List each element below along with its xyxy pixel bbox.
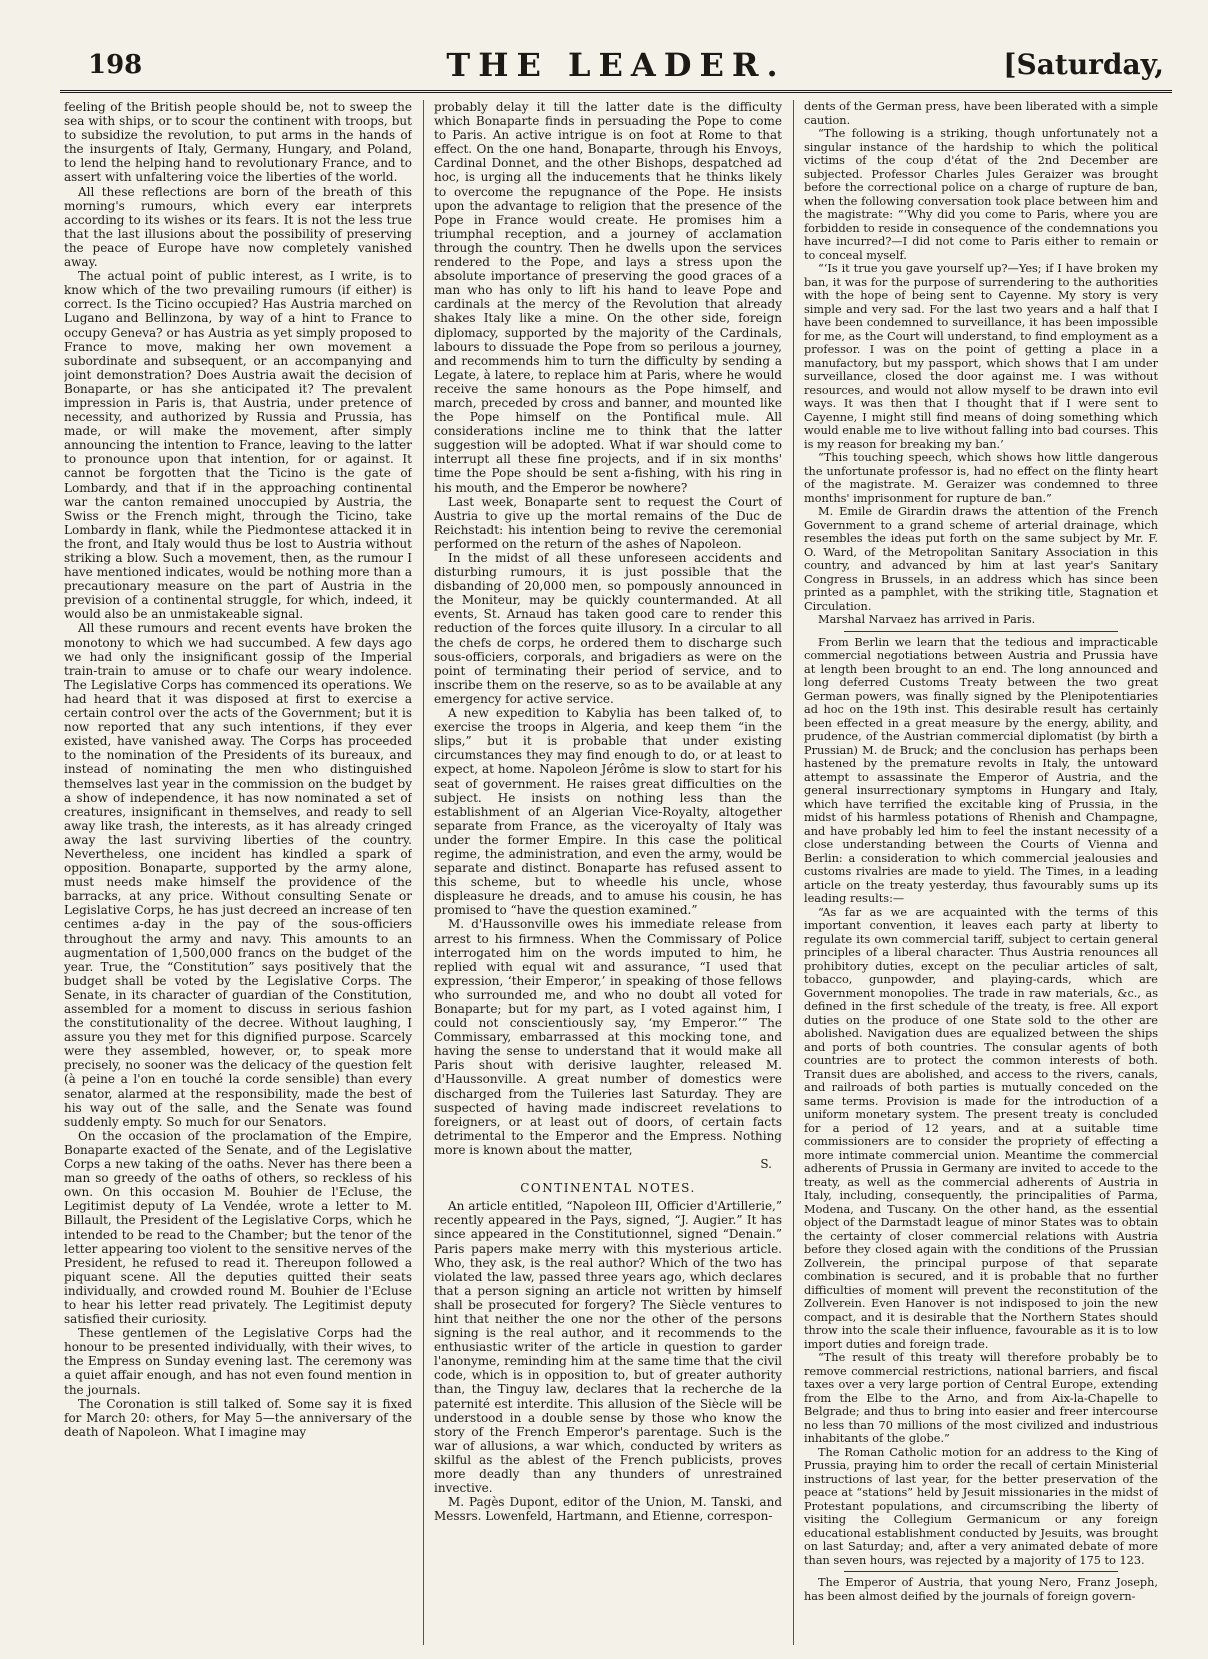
paragraph: All these reflections are born of the breath of this morning's rumours, which every ear interprets according to its wishes or its fears. It is not the less true that the last illusions about the possibility of preserving the peace of Europe have now completely vanished away. [64, 184, 412, 270]
masthead [60, 44, 1172, 93]
article-signature: S. [760, 1157, 772, 1172]
paragraph: The Emperor of Austria, that young Nero, Franz Joseph, has been almost deified by the journals of foreign govern- [804, 1576, 1158, 1603]
column-3 [804, 100, 1158, 1645]
paragraph: From Berlin we learn that the tedious and impracticable commercial negotiations between Austria and Prussia have at length been brought to an end. The long announced and long deferred Customs Treaty between the two great German powers, was finally signed by the Plenipotentiaries ad hoc on the 19th inst. This desirable result has certainly been effected in a great measure by the energy, ability, and prudence, of the Austrian commercial diplomatist (by birth a Prussian) M. de Bruck; and the conclusion has perhaps been hastened by the premature revolts in Italy, the untoward attempt to assassinate the Emperor of Austria, and the general insurrectionary symptoms in Hungary and Italy, which have terrified the excitable king of Prussia, in the midst of his harmless potations of Rhenish and Champagne, and have probably led him to feel the instant necessity of a close understanding between the Courts of Vienna and Berlin: a consideration to which commercial jealousies and customs rivalries are made to yield. The Times, in a leading article on the treaty yesterday, thus favourably sums up its leading results:— [804, 635, 1158, 905]
page-number: 198 [88, 50, 143, 80]
paragraph: M. Pagès Dupont, editor of the Union, M. Tanski, and Messrs. Lowenfeld, Hartmann, and Etienne, correspon- [434, 1495, 782, 1524]
paragraph: All these rumours and recent events have broken the monotony to which we had succumbed. A few days ago we had only the insignificant gossip of the Imperial train-train to amuse or to chafe our weary indolence. The Legislative Corps has commenced its operations. We had heard that it was disposed at first to exercise a certain control over the acts of the Government; but it is now reported that any such intentions, if they ever existed, have vanished away. The Corps has proceeded to the nomination of the Presidents of its bureaux, and instead of nominating the men who distinguished themselves last year in the commission on the budget by a show of independence, it has now nominated a set of creatures, insignificant in themselves, and ready to sell away like trash, the interests, as it has already cringed away the last surviving liberties of the country. Nevertheless, one incident has kindled a spark of opposition. Bonaparte, supported by the army alone, must needs make himself the providence of the barracks, at any price. Without consulting Senate or Legislative Corps, he has just decreed an increase of ten centimes a-day in the pay of the sous-officiers throughout the army and navy. This amounts to an augmentation of 1,500,000 francs on the budget of the year. True, the “Constitution” says positively that the budget shall be voted by the Legislative Corps. The Senate, in its character of guardian of the Constitution, assembled for a moment to discuss in serious fashion the constitutionality of the decree. Without laughing, I assure you they met for this dignified purpose. Scarcely were they assembled, however, or, to speak more precisely, no sooner was the delicacy of the question felt (à peine a l'on en touché la corde sensible) than every senator, alarmed at the responsibility, made the best of his way out of the salle, and the Senate was found suddenly empty. So much for our Senators. [64, 621, 412, 1129]
section-rule [844, 1571, 1118, 1572]
section-heading: CONTINENTAL NOTES. [520, 1181, 696, 1196]
newspaper-title: THE LEADER. [446, 46, 786, 84]
section-rule [844, 631, 1118, 632]
article-columns [64, 100, 1164, 1645]
paragraph: A new expedition to Kabylia has been talked of, to exercise the troops in Algeria, and keep them “in the slips,” but it is probable that under existing circumstances they may find enough to do, or at least to expect, at home. Napoleon Jérôme is slow to start for his seat of government. He raises great difficulties on the subject. He insists on nothing less than the establishment of an Algerian Vice-Royalty, altogether separate from France, as the viceroyalty of Italy was under the former Empire. In this case the political regime, the administration, and even the army, would be separate and distinct. Bonaparte has refused assent to this scheme, but to wheedle his uncle, whose displeasure he dreads, and to amuse his cousin, he has promised to “have the question examined.” [434, 706, 782, 918]
column-2 [434, 100, 782, 1645]
paragraph: “This touching speech, which shows how little dangerous the unfortunate professor is, had no effect on the flinty heart of the magistrate. M. Geraizer was condemned to three months' imprisonment for rupture de ban.” [804, 451, 1158, 505]
paragraph: “‘Is it true you gave yourself up?—Yes; if I have broken my ban, it was for the purpose of surrendering to the authorities with the hope of being sent to Cayenne. My story is very simple and very sad. For the last two years and a half that I have been condemned to surveillance, it has been impossible for me, as the Court will understand, to find employment as a professor. I was on the point of getting a place in a manufactory, but my passport, which shows that I am under surveillance, closed the door against me. I was without resources, and would not allow myself to be drawn into evil ways. It was then that I thought that if I were sent to Cayenne, I might still find means of doing something which would enable me to live without falling into bad courses. This is my reason for breaking my ban.’ [804, 262, 1158, 451]
paragraph: The actual point of public interest, as I write, is to know which of the two prevailing rumours (if either) is correct. Is the Ticino occupied? Has Austria marched on Lugano and Bellinzona, by way of a hint to France to occupy Geneva? or has Austria as yet simply proposed to France to move, making her own movement a subordinate and subsequent, or an accompanying and joint demonstration? Does Austria await the decision of Bonaparte, or has she anticipated it? The prevalent impression in Paris is, that Austria, under pretence of necessity, and authorized by Russia and Prussia, has made, or will make the movement, after simply announcing the intention to France, leaving to the latter to pronounce upon that intention, for or against. It cannot be forgotten that the Ticino is the gate of Lombardy, and that if in the approaching continental war the canton remained unoccupied by Austria, the Swiss or the French might, through the Ticino, take Lombardy in flank, while the Piedmontese attacked it in the front, and Italy would thus be lost to Austria without striking a blow. Such a movement, then, as the rumour I have mentioned indicates, would be nothing more than a precautionary measure on the part of Austria in the prevision of a continental struggle, for which, indeed, it would also be an unmistakeable signal. [64, 269, 412, 622]
column-1 [64, 100, 412, 1645]
paragraph: M. d'Haussonville owes his immediate release from arrest to his firmness. When the Commissary of Police interrogated him on the words imputed to him, he replied with equal wit and assurance, “I used that expression, ‘their Emperor,’ in speaking of those fellows who surrounded me, and who no doubt all voted for Bonaparte; but for my part, as I voted against him, I could not conscientiously say, ‘my Emperor.’” The Commissary, embarrassed at this mocking tone, and having the sense to understand that it would make all Paris shout with derisive laughter, released M. d'Haussonville. A great number of domestics were discharged from the Tuileries last Saturday. They are suspected of having made indiscreet revelations to foreigners, or at least out of doors, of certain facts detrimental to the Emperor and the Empress. Nothing more is known about the matter, [434, 917, 782, 1157]
paragraph: The Coronation is still talked of. Some say it is fixed for March 20: others, for May 5—the anniversary of the death of Napoleon. What I imagine may [64, 1396, 412, 1439]
paragraph: An article entitled, “Napoleon III, Officier d'Artillerie,” recently appeared in the Pays, signed, “J. Augier.” It has since appeared in the Constitutionnel, signed “Denain.” Paris papers make merry with this mysterious article. Who, they ask, is the real author? Which of the two has violated the law, passed three years ago, which declares that a person signing an article not written by himself shall be prosecuted for forgery? The Siècle ventures to hint that neither the one nor the other of the persons signing is the real author, and it recommends to the enthusiastic writer of the article in question to garder l'anonyme, reminding him at the same time that the civil code, which is in opposition to, but of greater authority than, the Tinguy law, declares that la recherche de la paternité est interdite. This allusion of the Siècle will be understood in a double sense by those who know the story of the French Emperor's parentage. Such is the war of allusions, a war which, conducted by writers as skilful as the ablest of the French publicists, proves more deadly than any thunders of unrestrained invective. [434, 1199, 782, 1496]
paragraph: Last week, Bonaparte sent to request the Court of Austria to give up the mortal remains of the Duc de Reichstadt: his intention being to revive the ceremonial performed on the return of the ashes of Napoleon. [434, 494, 782, 551]
paragraph: “The following is a striking, though unfortunately not a singular instance of the hardship to which the political victims of the coup d'état of the 2nd December are subjected. Professor Charles Jules Geraizer was brought before the correctional police on a charge of rupture de ban, when the following conversation took place between him and the magistrate: “‘Why did you come to Paris, where you are forbidden to reside in consequence of the condemnations you have incurred?—I did not come to Paris either to remain or to conceal myself. [804, 127, 1158, 262]
paragraph: On the occasion of the proclamation of the Empire, Bonaparte exacted of the Senate, and of the Legislative Corps a new taking of the oaths. Never has there been a man so greedy of the oaths of others, so reckless of his own. On this occasion M. Bouhier de l'Ecluse, the Legitimist deputy of La Vendée, wrote a letter to M. Billault, the President of the Legislative Corps, which he intended to be read to the Chamber; but the tenor of the letter appearing too violent to the sensitive nerves of the President, he refused to read it. Thereupon followed a piquant scene. All the deputies quitted their seats individually, and crowded round M. Bouhier de l'Ecluse to hear his letter read privately. The Legitimist deputy satisfied their curiosity. [64, 1128, 412, 1327]
paragraph: “As far as we are acquainted with the terms of this important convention, it leaves each party at liberty to regulate its own commercial tariff, subject to certain general principles of a liberal character. Thus Austria renounces all prohibitory duties, except on the peculiar articles of salt, tobacco, gunpowder, and playing-cards, which are Government monopolies. The trade in raw materials, &c., as defined in the first schedule of the treaty, is free. All export duties on the produce of one State sold to the other are abolished. Navigation dues are equalized between the ships and ports of both countries. The consular agents of both countries are to protect the common interests of both. Transit dues are abolished, and access to the rivers, canals, and railroads of both parties is mutually conceded on the same terms. Provision is made for the introduction of a uniform monetary system. The present treaty is concluded for a period of 12 years, and at a suitable time commissioners are to consider the propriety of effecting a more intimate commercial union. Meantime the commercial adherents of Prussia in Germany are invited to accede to the treaty, as well as the commercial adherents of Austria in Italy, including, consequently, the principalities of Parma, Modena, and Tuscany. On the other hand, as the essential object of the Darmstadt league of minor States was to obtain the certainty of closer commercial relations with Austria before they closed again with the conditions of the Prussian Zollverein, the principal purpose of that separate combination is secured, and it is probable that no further difficulties of moment will prevent the reconstitution of the Zollverein. Even Hanover is not indisposed to join the new compact, and it is desirable that the Northern States should throw into the scale their influence, favourable as it is to low import duties and foreign trade. [804, 905, 1158, 1351]
paragraph: dents of the German press, have been liberated with a simple caution. [804, 100, 1158, 127]
paragraph: “The result of this treaty will therefore probably be to remove commercial restrictions, national barriers, and fiscal taxes over a very large portion of Central Europe, extending from the Elbe to the Arno, and from Aix-la-Chapelle to Belgrade; and thus to bring into easier and freer intercourse no less than 70 millions of the most civilized and industrious inhabitants of the globe.” [804, 1351, 1158, 1445]
paragraph: Marshal Narvaez has arrived in Paris. [818, 613, 1036, 626]
paragraph: In the midst of all these unforeseen accidents and disturbing rumours, it is just possible that the disbanding of 20,000 men, so pompously announced in the Moniteur, may be quickly countermanded. At all events, St. Arnaud has taken good care to render this reduction of the forces quite illusory. In a circular to all the chefs de corps, he ordered them to discharge such sous-officiers, corporals, and brigadiers as were on the point of terminating their period of service, and to inscribe them on the reserve, so as to be available at any emergency for active service. [434, 551, 782, 706]
paragraph: The Roman Catholic motion for an address to the King of Prussia, praying him to order the recall of certain Ministerial instructions of last year, for the better preservation of the peace at “stations” held by Jesuit missionaries in the midst of Protestant populations, and circumscribing the liberty of visiting the Collegium Germanicum or any foreign educational establishment conducted by Jesuits, was brought on last Saturday; and, after a very animated debate of more than seven hours, was rejected by a majority of 175 to 123. [804, 1445, 1158, 1567]
column-divider [793, 100, 794, 1645]
column-divider [423, 100, 424, 1645]
paragraph: probably delay it till the latter date is the difficulty which Bonaparte finds in persuading the Pope to come to Paris. An active intrigue is on foot at Rome to that effect. On the one hand, Bonaparte, through his Envoys, Cardinal Donnet, and the other Bishops, despatched ad hoc, is urging all the inducements that he thinks likely to overcome the repugnance of the Pope. He insists upon the advantage to religion that the presence of the Pope in France would create. He promises him a triumphal reception, and a journey of acclamation through the country. Then he dwells upon the services rendered to the Pope, and lays a stress upon the absolute importance of preserving the good graces of a man who has only to lift his hand to leave Pope and cardinals at the mercy of the Revolution that already shakes Italy like a mine. On the other side, foreign diplomacy, supported by the majority of the Cardinals, labours to dissuade the Pope from so perilous a journey, and recommends him to turn the difficulty by sending a Legate, à latere, to replace him at Paris, where he would receive the same honours as the Pope himself, and march, preceded by cross and banner, and mounted like the Pope himself on the Pontifical mule. All considerations incline me to think that the latter suggestion will be adopted. What if war should come to interrupt all these fine projects, and if in six months' time the Pope should be sent a-fishing, with his ring in his mouth, and the Emperor be nowhere? [434, 100, 782, 495]
paragraph: M. Emile de Girardin draws the attention of the French Government to a grand scheme of arterial drainage, which resembles the ideas put forth on the same subject by Mr. F. O. Ward, of the Metropolitan Sanitary Association in this country, and advanced by him at last year's Sanitary Congress in Brussels, in an address which has since been printed as a pamphlet, with the striking title, Stagnation et Circulation. [804, 505, 1158, 613]
paragraph: feeling of the British people should be, not to sweep the sea with ships, or to scour the continent with troops, but to subsidize the revolution, to put arms in the hands of the insurgents of Italy, Germany, Hungary, and Poland, to lend the helping hand to revolutionary France, and to assert with unfaltering voice the liberties of the world. [64, 100, 412, 185]
issue-day: [Saturday, [1003, 48, 1164, 81]
paragraph: These gentlemen of the Legislative Corps had the honour to be presented individually, with their wives, to the Empress on Sunday evening last. The ceremony was a quiet affair enough, and has not even found mention in the journals. [64, 1326, 412, 1397]
